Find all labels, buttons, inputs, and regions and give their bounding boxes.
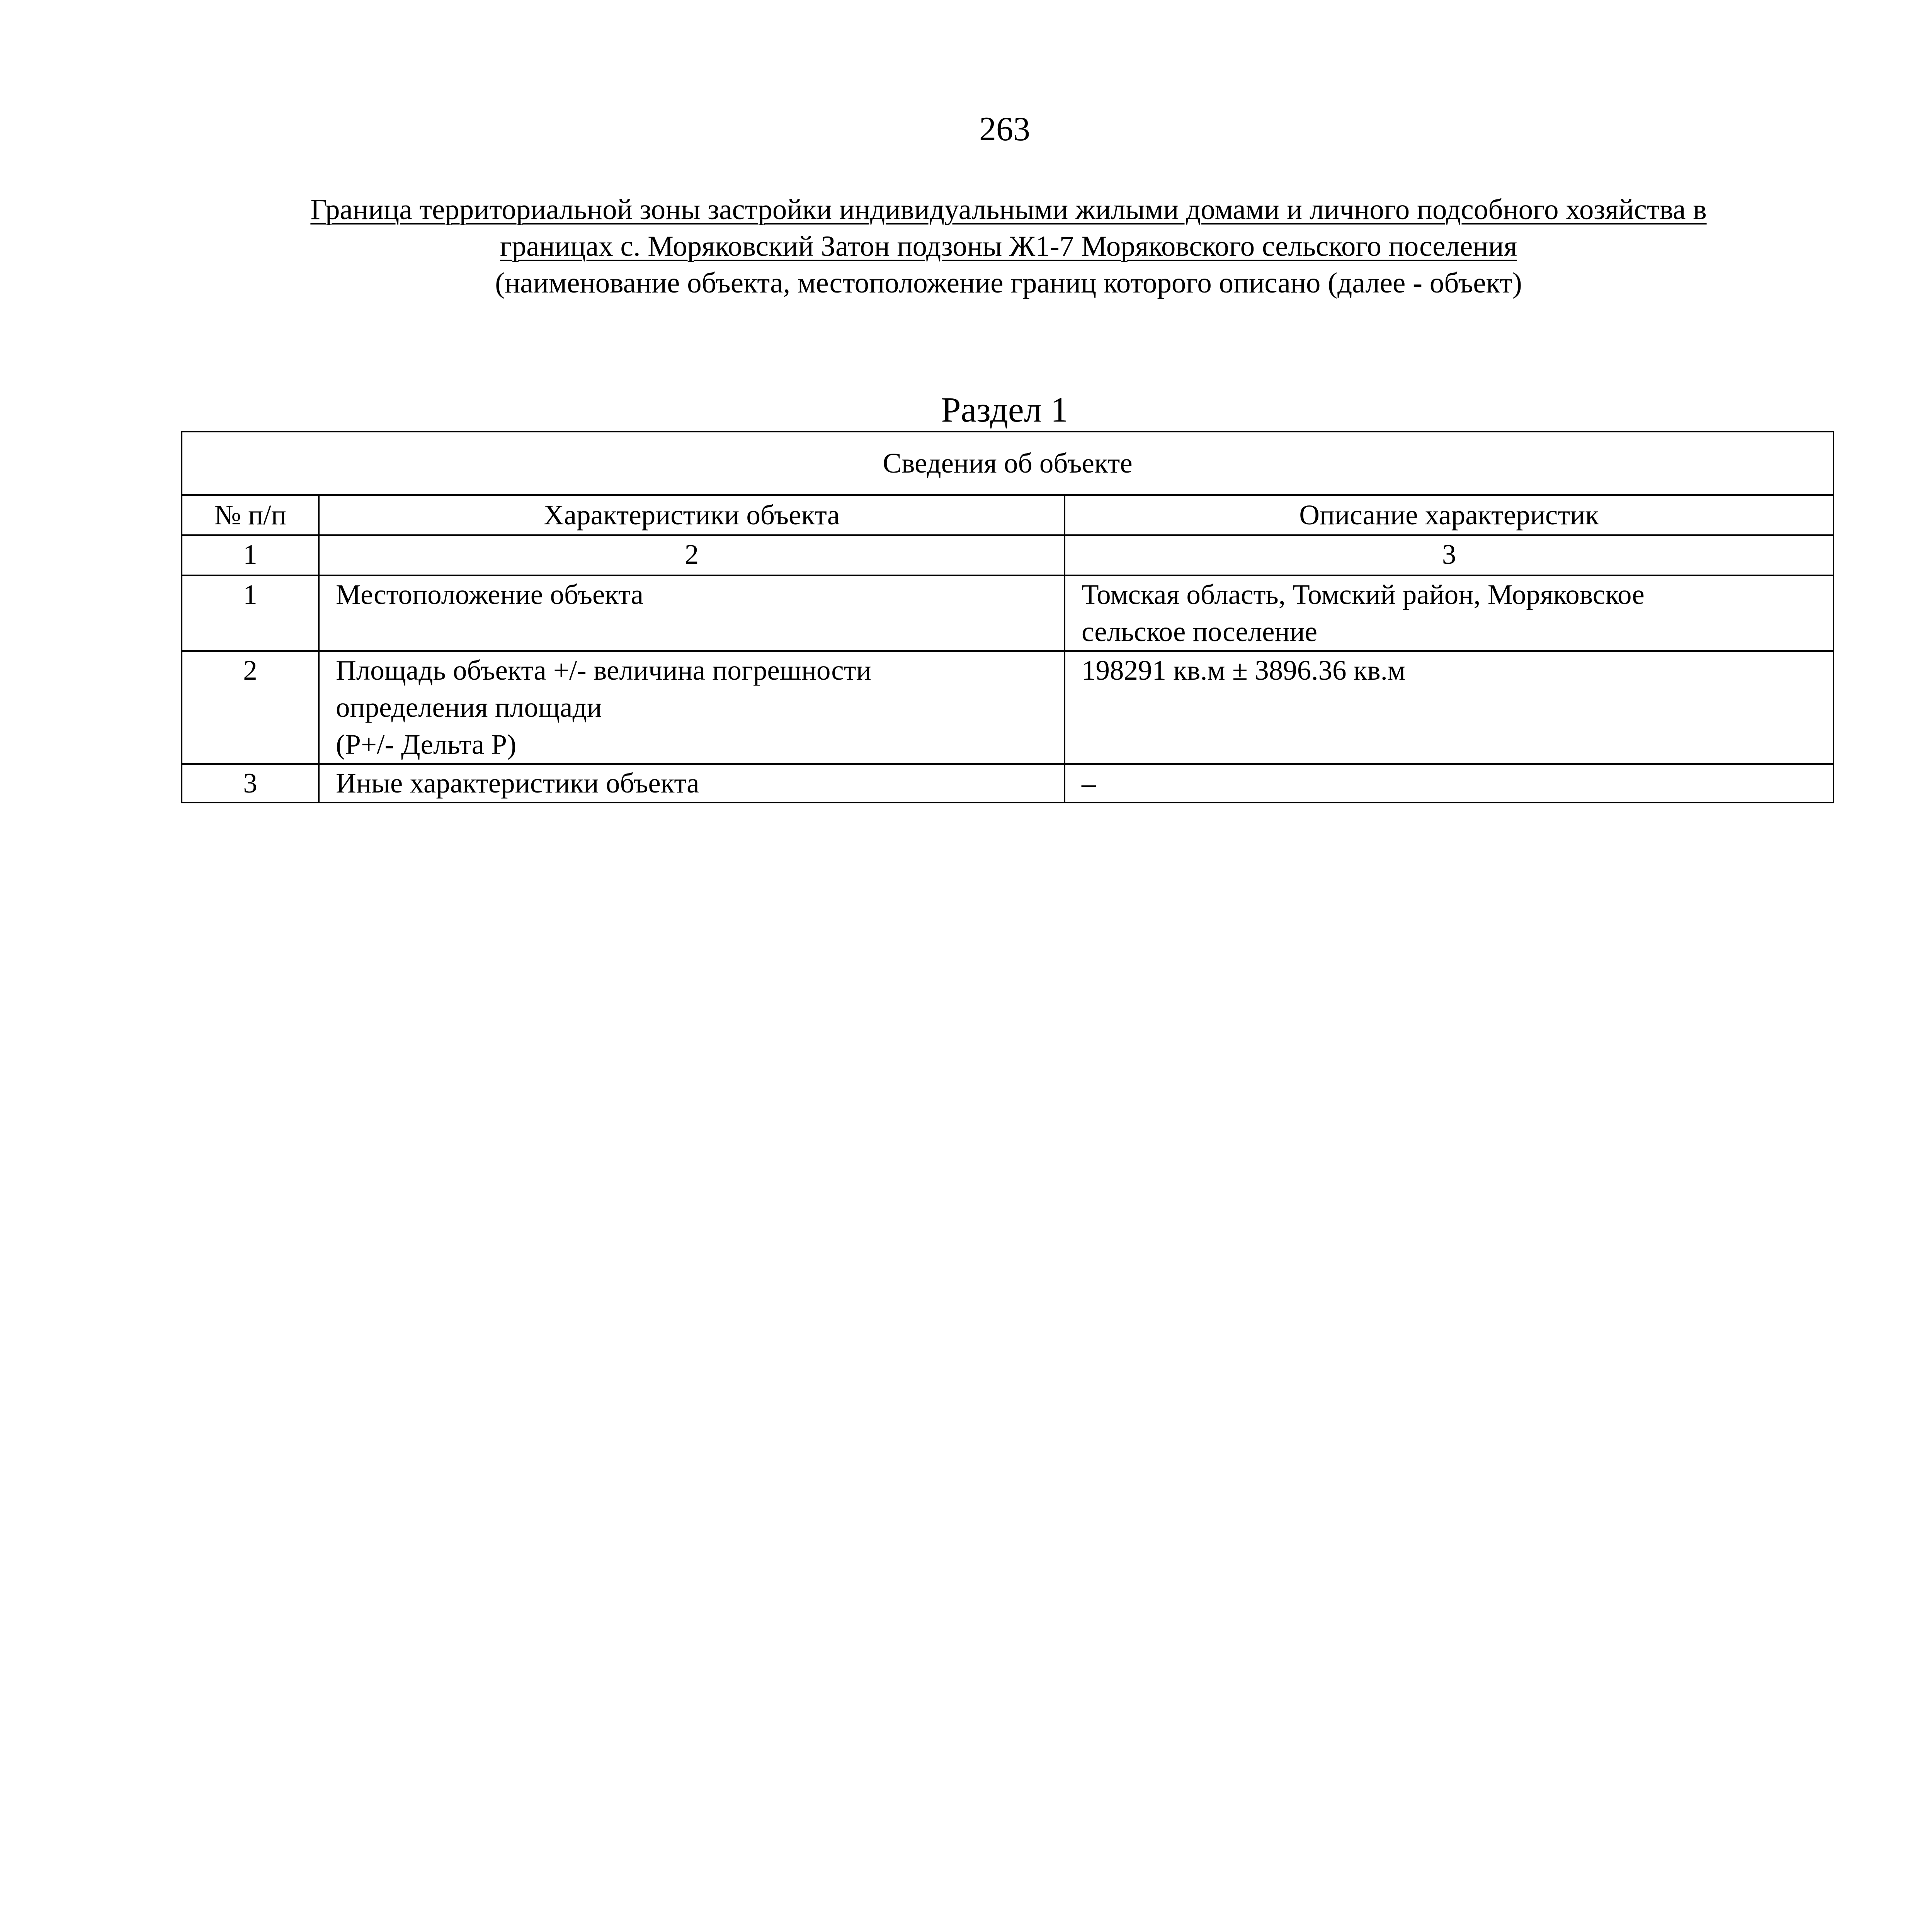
object-title-line-1: Граница территориальной зоны застройки индивидуальными жилыми домами и личного подсобного хозяйства в <box>310 194 1707 226</box>
table-caption-row <box>182 432 1834 495</box>
table-header-row <box>182 495 1834 535</box>
column-number: 3 <box>1065 535 1834 575</box>
section-title: Раздел 1 <box>941 390 1068 429</box>
row-characteristic <box>319 651 1065 764</box>
cell-line: сельское поселение <box>1082 616 1318 647</box>
header-description: Описание характеристик <box>1065 495 1834 535</box>
column-number: 1 <box>182 535 319 575</box>
row-description <box>1065 764 1834 803</box>
cell-line: 198291 кв.м ± 3896.36 кв.м <box>1082 655 1406 686</box>
table-row <box>182 764 1834 803</box>
cell-line: – <box>1082 767 1096 799</box>
row-description <box>1065 575 1834 651</box>
cell-line: определения площади <box>336 692 602 723</box>
row-num: 3 <box>182 764 319 803</box>
column-number: 2 <box>319 535 1065 575</box>
cell-line: Иные характеристики объекта <box>336 767 699 799</box>
row-description <box>1065 651 1834 764</box>
row-num: 1 <box>182 575 319 651</box>
table-caption: Сведения об объекте <box>182 432 1834 495</box>
page-number: 263 <box>979 111 1030 148</box>
table-row <box>182 651 1834 764</box>
cell-line: Томская область, Томский район, Моряковское <box>1082 579 1645 610</box>
object-title-line-2: границах с. Моряковский Затон подзоны Ж1-7 Моряковского сельского поселения <box>500 230 1517 262</box>
cell-line: Площадь объекта +/- величина погрешности <box>336 655 871 686</box>
header-characteristic: Характеристики объекта <box>319 495 1065 535</box>
header-num: № п/п <box>182 495 319 535</box>
row-characteristic <box>319 575 1065 651</box>
table-numbering-row <box>182 535 1834 575</box>
object-info-table <box>181 431 1834 803</box>
document-title-block <box>216 191 1801 301</box>
cell-line: Местоположение объекта <box>336 579 644 610</box>
cell-line: (Р+/- Дельта Р) <box>336 729 517 760</box>
row-num: 2 <box>182 651 319 764</box>
table-row <box>182 575 1834 651</box>
object-title-caption: (наименование объекта, местоположение границ которого описано (далее - объект) <box>495 267 1522 299</box>
row-characteristic <box>319 764 1065 803</box>
